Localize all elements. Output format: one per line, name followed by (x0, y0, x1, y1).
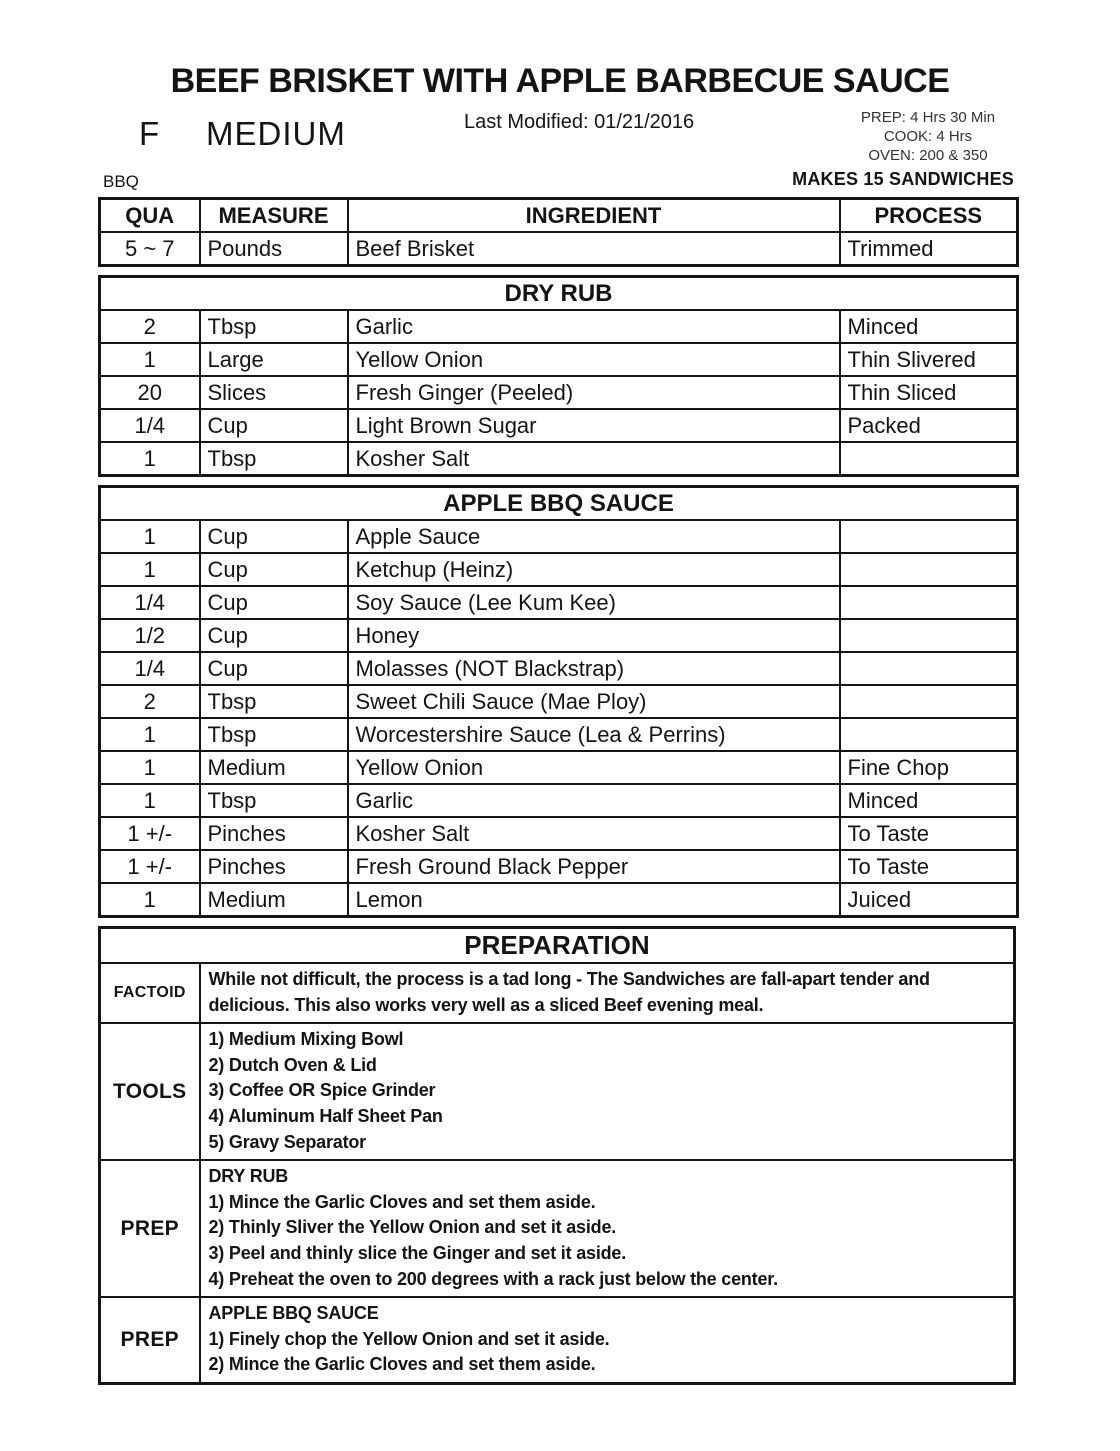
qty-cell: 1/4 (100, 652, 200, 685)
qty-cell: 1 (100, 520, 200, 553)
grade-letter: F (139, 115, 160, 152)
process-cell (840, 718, 1018, 751)
ingredient-cell: Kosher Salt (348, 442, 840, 476)
qty-cell: 1/2 (100, 619, 200, 652)
measure-cell: Pinches (200, 850, 348, 883)
measure-cell: Pinches (200, 817, 348, 850)
measure-cell: Pounds (200, 232, 348, 266)
prep-time-label: PREP: 4 Hrs 30 Min (860, 109, 996, 126)
ingredient-cell: Soy Sauce (Lee Kum Kee) (348, 586, 840, 619)
measure-cell: Tbsp (200, 442, 348, 476)
process-cell: Thin Sliced (840, 376, 1018, 409)
yield-label: MAKES 15 SANDWICHES (792, 169, 1014, 189)
process-cell (840, 586, 1018, 619)
dry-rub-table (98, 275, 1019, 477)
ingredient-row (100, 232, 1018, 266)
prep-block-row (100, 1023, 1015, 1160)
ingredient-row (100, 586, 1018, 619)
measure-cell: Cup (200, 586, 348, 619)
ingredient-cell: Honey (348, 619, 840, 652)
process-cell: Thin Slivered (840, 343, 1018, 376)
qty-cell: 2 (100, 310, 200, 343)
process-cell: To Taste (840, 817, 1018, 850)
measure-cell: Tbsp (200, 784, 348, 817)
ingredient-row (100, 850, 1018, 883)
cook-times-block (828, 108, 1028, 165)
qty-cell: 20 (100, 376, 200, 409)
measure-cell: Cup (200, 409, 348, 442)
ingredient-cell: Fresh Ground Black Pepper (348, 850, 840, 883)
prep-step-line: 2) Mince the Garlic Cloves and set them aside. (208, 1354, 596, 1375)
measure-cell: Cup (200, 553, 348, 586)
ingredient-cell: Yellow Onion (348, 751, 840, 784)
ingredient-row (100, 784, 1018, 817)
ingredient-cell: Light Brown Sugar (348, 409, 840, 442)
measure-cell: Cup (200, 619, 348, 652)
prep-block-content (200, 1023, 1015, 1160)
prep-step-line: 2) Thinly Sliver the Yellow Onion and set it aside. (208, 1217, 617, 1238)
prep-block-row (100, 963, 1015, 1023)
ingredient-cell: Beef Brisket (348, 232, 840, 266)
ingredient-row (100, 343, 1018, 376)
prep-block-label: TOOLS (100, 1023, 200, 1160)
qty-cell: 5 ~ 7 (100, 232, 200, 266)
qty-cell: 1 (100, 718, 200, 751)
prep-step-heading: APPLE BBQ SAUCE (208, 1303, 379, 1324)
prep-step-line: 4) Preheat the oven to 200 degrees with a rack just below the center. (208, 1268, 778, 1289)
cook-time-label: COOK: 4 Hrs (883, 128, 973, 145)
column-header-ingredient: INGREDIENT (348, 199, 840, 233)
process-cell (840, 652, 1018, 685)
process-cell (840, 685, 1018, 718)
ingredient-row (100, 310, 1018, 343)
ingredient-cell: Worcestershire Sauce (Lea & Perrins) (348, 718, 840, 751)
ingredient-cell: Lemon (348, 883, 840, 917)
column-header-process: PROCESS (840, 199, 1018, 233)
ingredient-row (100, 751, 1018, 784)
qty-cell: 1 +/- (100, 817, 200, 850)
column-header-qua: QUA (100, 199, 200, 233)
ingredient-row (100, 619, 1018, 652)
qty-cell: 2 (100, 685, 200, 718)
ingredient-row (100, 652, 1018, 685)
prep-step-heading: DRY RUB (208, 1166, 289, 1187)
measure-cell: Tbsp (200, 310, 348, 343)
ingredient-cell: Garlic (348, 784, 840, 817)
ingredient-row (100, 718, 1018, 751)
ingredient-cell: Fresh Ginger (Peeled) (348, 376, 840, 409)
qty-cell: 1 (100, 784, 200, 817)
qty-cell: 1 (100, 553, 200, 586)
ingredient-cell: Ketchup (Heinz) (348, 553, 840, 586)
process-cell: To Taste (840, 850, 1018, 883)
preparation-table (98, 926, 1016, 1385)
measure-cell: Slices (200, 376, 348, 409)
measure-cell: Large (200, 343, 348, 376)
dry-rub-header-row (100, 277, 1018, 311)
prep-step-line: While not difficult, the process is a tad long - The Sandwiches are fall-apart tender and delicious. This also works very well as a sliced Beef evening meal. (208, 969, 930, 1015)
qty-cell: 1/4 (100, 409, 200, 442)
recipe-tables (98, 197, 1016, 1393)
prep-step-line: 1) Medium Mixing Bowl (208, 1029, 404, 1050)
ingredient-cell: Garlic (348, 310, 840, 343)
ingredient-row (100, 817, 1018, 850)
process-cell: Minced (840, 310, 1018, 343)
process-cell (840, 553, 1018, 586)
prep-step-line: 1) Finely chop the Yellow Onion and set it aside. (208, 1328, 610, 1349)
measure-cell: Tbsp (200, 718, 348, 751)
qty-cell: 1 (100, 442, 200, 476)
prep-step-line: 3) Peel and thinly slice the Ginger and set it aside. (208, 1242, 627, 1263)
prep-step-line: 5) Gravy Separator (208, 1131, 366, 1152)
qty-cell: 1 (100, 751, 200, 784)
ingredient-row (100, 553, 1018, 586)
process-cell: Packed (840, 409, 1018, 442)
ingredient-row (100, 685, 1018, 718)
ingredient-cell: Sweet Chili Sauce (Mae Ploy) (348, 685, 840, 718)
ingredient-cell: Kosher Salt (348, 817, 840, 850)
prep-block-row (100, 1297, 1015, 1383)
qty-cell: 1 (100, 343, 200, 376)
document-header (0, 0, 1120, 197)
column-header-measure: MEASURE (200, 199, 348, 233)
ingredient-table-header-row (100, 199, 1018, 233)
process-cell: Minced (840, 784, 1018, 817)
preparation-header-row (100, 928, 1015, 964)
qty-cell: 1 (100, 883, 200, 917)
process-cell (840, 520, 1018, 553)
prep-step-line: 1) Mince the Garlic Cloves and set them aside. (208, 1191, 596, 1212)
measure-cell: Tbsp (200, 685, 348, 718)
ingredient-row (100, 376, 1018, 409)
dry-rub-section-title: DRY RUB (100, 277, 1018, 311)
process-cell (840, 442, 1018, 476)
process-cell (840, 619, 1018, 652)
ingredient-row (100, 442, 1018, 476)
qty-cell: 1/4 (100, 586, 200, 619)
ingredient-cell: Apple Sauce (348, 520, 840, 553)
prep-step-line: 2) Dutch Oven & Lid (208, 1054, 377, 1075)
last-modified-label: Last Modified: 01/21/2016 (464, 111, 695, 133)
ingredient-cell: Molasses (NOT Blackstrap) (348, 652, 840, 685)
measure-cell: Medium (200, 883, 348, 917)
apple-bbq-sauce-section-title: APPLE BBQ SAUCE (100, 487, 1018, 521)
prep-step-line: 4) Aluminum Half Sheet Pan (208, 1105, 443, 1126)
prep-block-content (200, 1297, 1015, 1383)
prep-block-row (100, 1160, 1015, 1297)
apple-bbq-sauce-table (98, 485, 1019, 918)
preparation-section-title: PREPARATION (100, 928, 1015, 964)
process-cell: Trimmed (840, 232, 1018, 266)
measure-cell: Cup (200, 520, 348, 553)
prep-block-label: PREP (100, 1160, 200, 1297)
ingredient-row (100, 883, 1018, 917)
prep-block-label: PREP (100, 1297, 200, 1383)
prep-block-content (200, 1160, 1015, 1297)
main-ingredient-table (98, 197, 1019, 267)
category-label: BBQ (103, 172, 139, 191)
page-title: BEEF BRISKET WITH APPLE BARBECUE SAUCE (170, 62, 950, 100)
process-cell: Fine Chop (840, 751, 1018, 784)
difficulty-label: MEDIUM (206, 115, 346, 152)
ingredient-cell: Yellow Onion (348, 343, 840, 376)
qty-cell: 1 +/- (100, 850, 200, 883)
ingredient-row (100, 409, 1018, 442)
process-cell: Juiced (840, 883, 1018, 917)
prep-block-label: FACTOID (100, 963, 200, 1023)
apple-bbq-sauce-header-row (100, 487, 1018, 521)
prep-step-line: 3) Coffee OR Spice Grinder (208, 1080, 436, 1101)
ingredient-row (100, 520, 1018, 553)
measure-cell: Medium (200, 751, 348, 784)
oven-temp-label: OVEN: 200 & 350 (868, 147, 988, 164)
measure-cell: Cup (200, 652, 348, 685)
prep-block-content (200, 963, 1015, 1023)
